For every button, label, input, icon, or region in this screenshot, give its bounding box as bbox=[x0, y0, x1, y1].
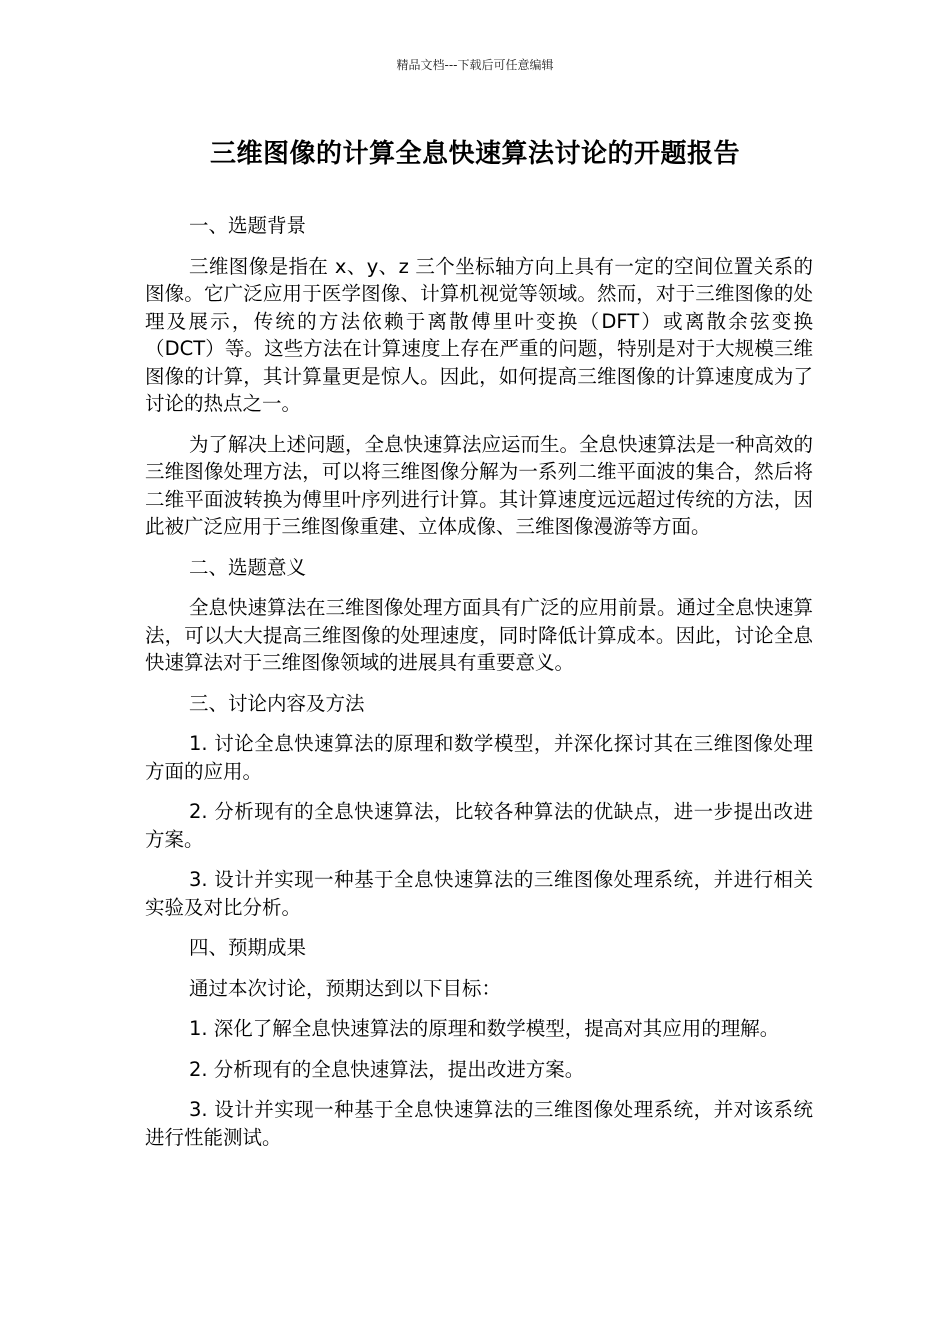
results-intro: 通过本次讨论，预期达到以下目标： bbox=[189, 976, 502, 1000]
results-item-2: 2. 分析现有的全息快速算法，提出改进方案。 bbox=[189, 1057, 585, 1081]
content-item-1: 1. 讨论全息快速算法的原理和数学模型，并深化探讨其在三维图像处理方面的应用。 bbox=[145, 732, 813, 783]
document-title: 三维图像的计算全息快速算法讨论的开题报告 bbox=[209, 139, 740, 169]
section-heading-results: 四、预期成果 bbox=[189, 936, 307, 959]
section-heading-content: 三、讨论内容及方法 bbox=[189, 691, 365, 715]
background-paragraph-2: 为了解决上述问题，全息快速算法应运而生。全息快速算法是一种高效的三维图像处理方法，可以将三维图像分解为一系列二维平面波的集合，然后将二维平面波转换为傅里叶序列进行计算。其计算速度远远超过传统的方法，因此被广泛应用于三维图像重建、立体成像、三维图像漫游等方面。 bbox=[145, 432, 814, 538]
content-item-2: 2. 分析现有的全息快速算法，比较各种算法的优缺点，进一步提出改进方案。 bbox=[145, 800, 813, 851]
header-note: 精品文档---下载后可任意编辑 bbox=[396, 58, 554, 72]
significance-paragraph: 全息快速算法在三维图像处理方面具有广泛的应用前景。通过全息快速算法，可以大大提高三维图像的处理速度，同时降低计算成本。因此，讨论全息快速算法对于三维图像领域的进展具有重要意义。 bbox=[145, 596, 814, 674]
background-paragraph-1: 三维图像是指在 x、y、z 三个坐标轴方向上具有一定的空间位置关系的图像。它广泛应用于医学图像、计算机视觉等领域。然而，对于三维图像的处理及展示，传统的方法依赖于离散傅里叶变换（DFT）或离散余弦变换（DCT）等。这些方法在计算速度上存在严重的问题，特别是对于大规模三维图像的计算，其计算量更是惊人。因此，如何提高三维图像的计算速度成为了讨论的热点之一。 bbox=[145, 254, 813, 415]
content-item-3: 3. 设计并实现一种基于全息快速算法的三维图像处理系统，并进行相关实验及对比分析。 bbox=[145, 868, 813, 919]
results-item-1: 1. 深化了解全息快速算法的原理和数学模型，提高对其应用的理解。 bbox=[189, 1017, 780, 1040]
section-heading-background: 一、选题背景 bbox=[189, 214, 307, 237]
section-heading-significance: 二、选题意义 bbox=[189, 555, 307, 579]
results-item-3: 3. 设计并实现一种基于全息快速算法的三维图像处理系统，并对该系统进行性能测试。 bbox=[145, 1098, 813, 1149]
document-body bbox=[145, 212, 813, 1164]
